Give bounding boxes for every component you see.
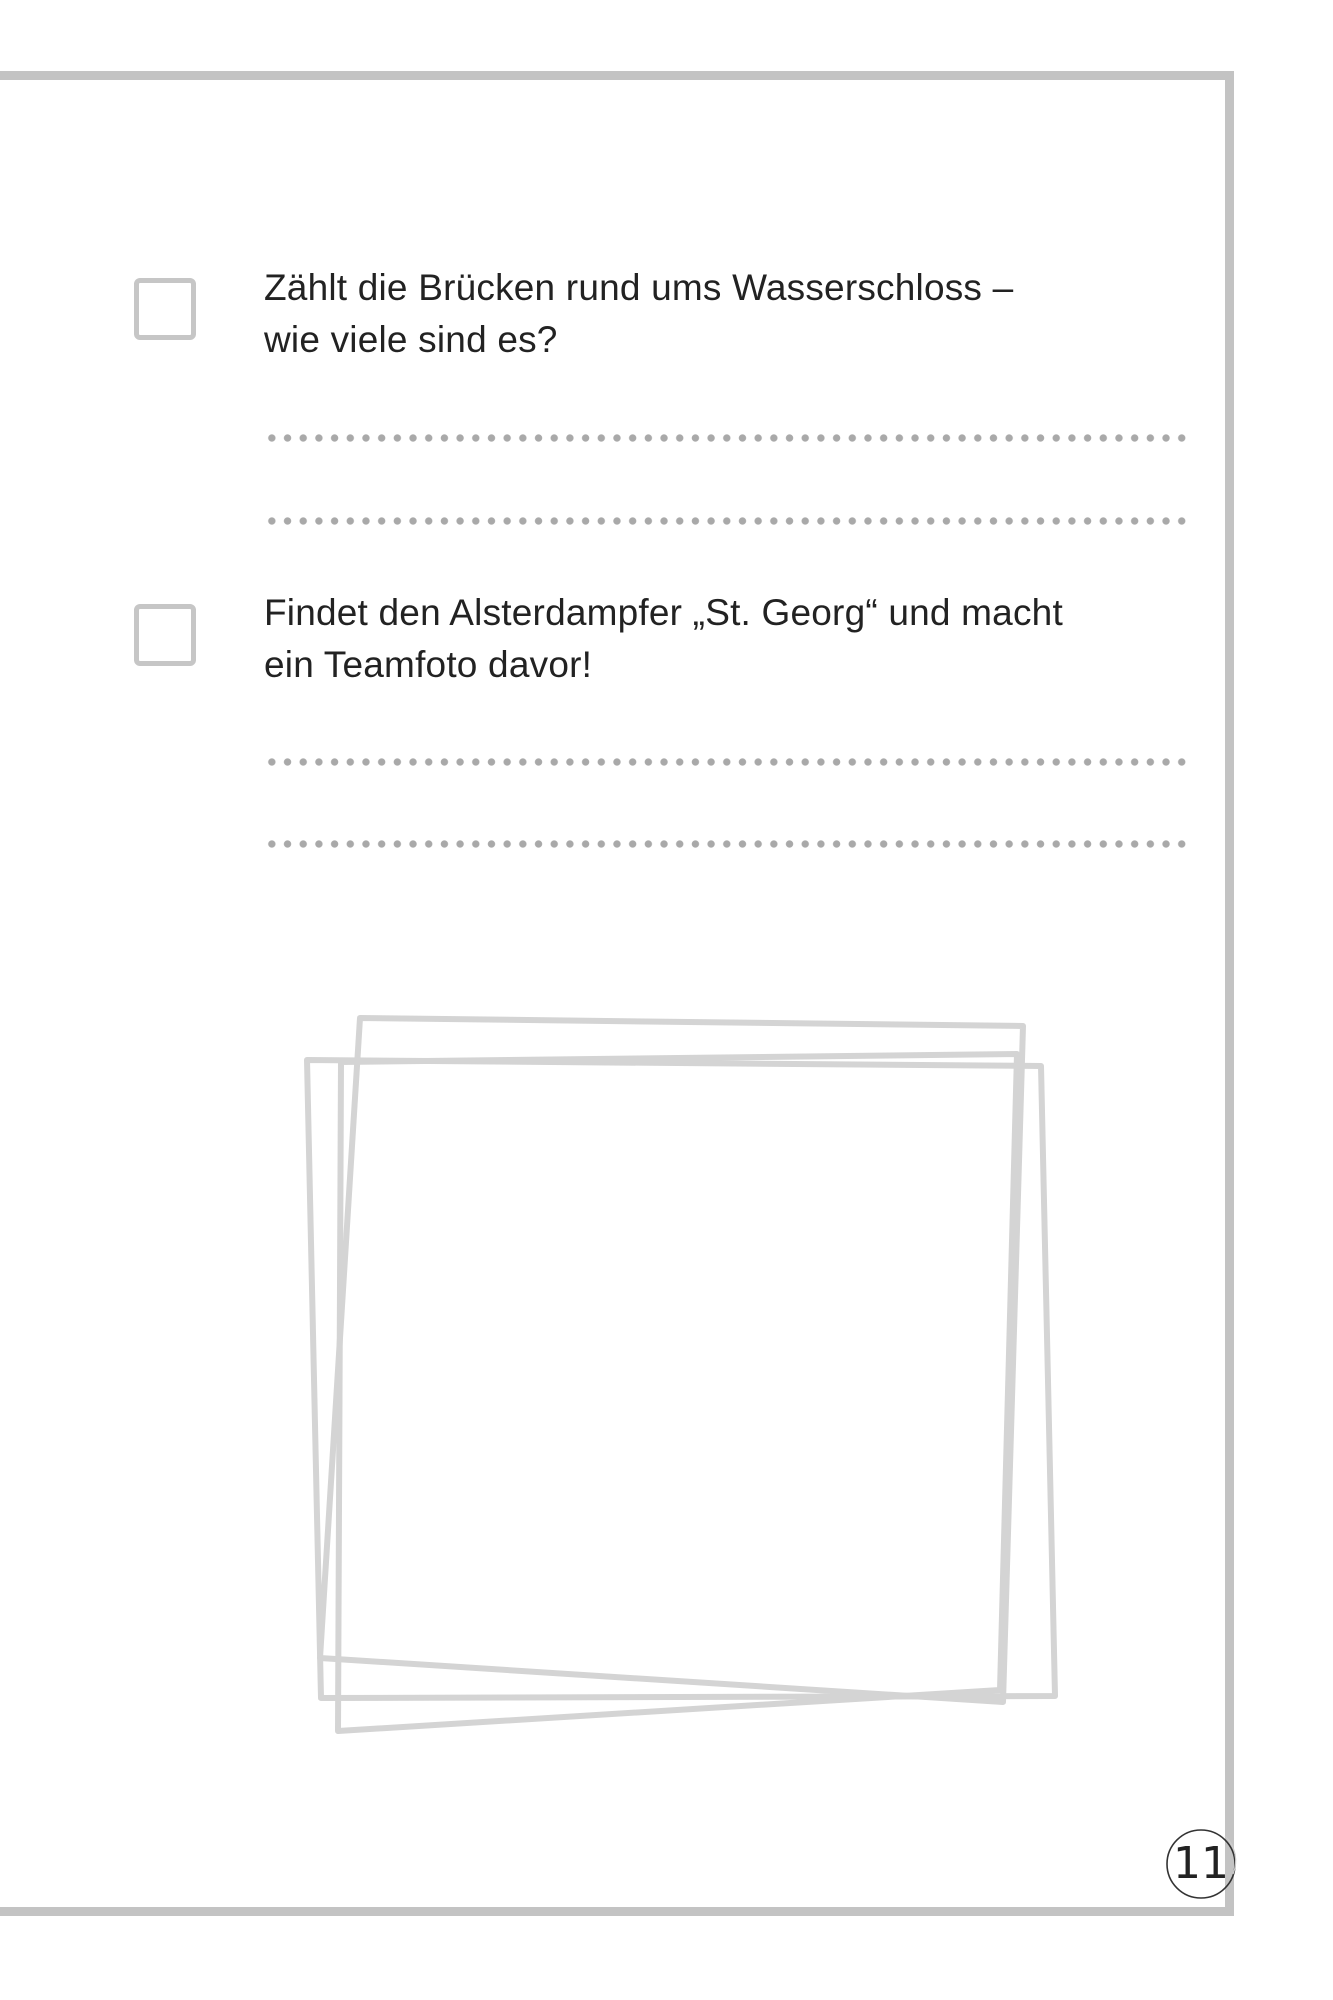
task-2-answer-line-1[interactable]	[264, 757, 1192, 767]
photo-frame-icon	[300, 1010, 1060, 1740]
task-2-line-1: Findet den Alsterdampfer „St. Georg“ und macht	[264, 592, 1063, 633]
photo-frame-outline-1	[320, 1018, 1023, 1702]
task-1-answer-line-2[interactable]	[264, 516, 1192, 526]
photo-frame-outline-2	[307, 1060, 1055, 1698]
task-2-line-2: ein Teamfoto davor!	[264, 644, 593, 685]
task-2-answer-line-2[interactable]	[264, 839, 1192, 849]
page-number-badge	[1163, 1826, 1239, 1902]
task-2-checkbox[interactable]	[134, 604, 196, 666]
photo-frame-outline-3	[338, 1054, 1017, 1731]
page-number: 11	[1173, 1838, 1229, 1889]
task-1-answer-line-1[interactable]	[264, 433, 1192, 443]
task-1-text	[264, 262, 1164, 366]
task-2-text	[264, 587, 1164, 691]
task-1-line-2: wie viele sind es?	[264, 319, 558, 360]
task-1-line-1: Zählt die Brücken rund ums Wasserschloss –	[264, 267, 1014, 308]
task-1-checkbox[interactable]	[134, 278, 196, 340]
